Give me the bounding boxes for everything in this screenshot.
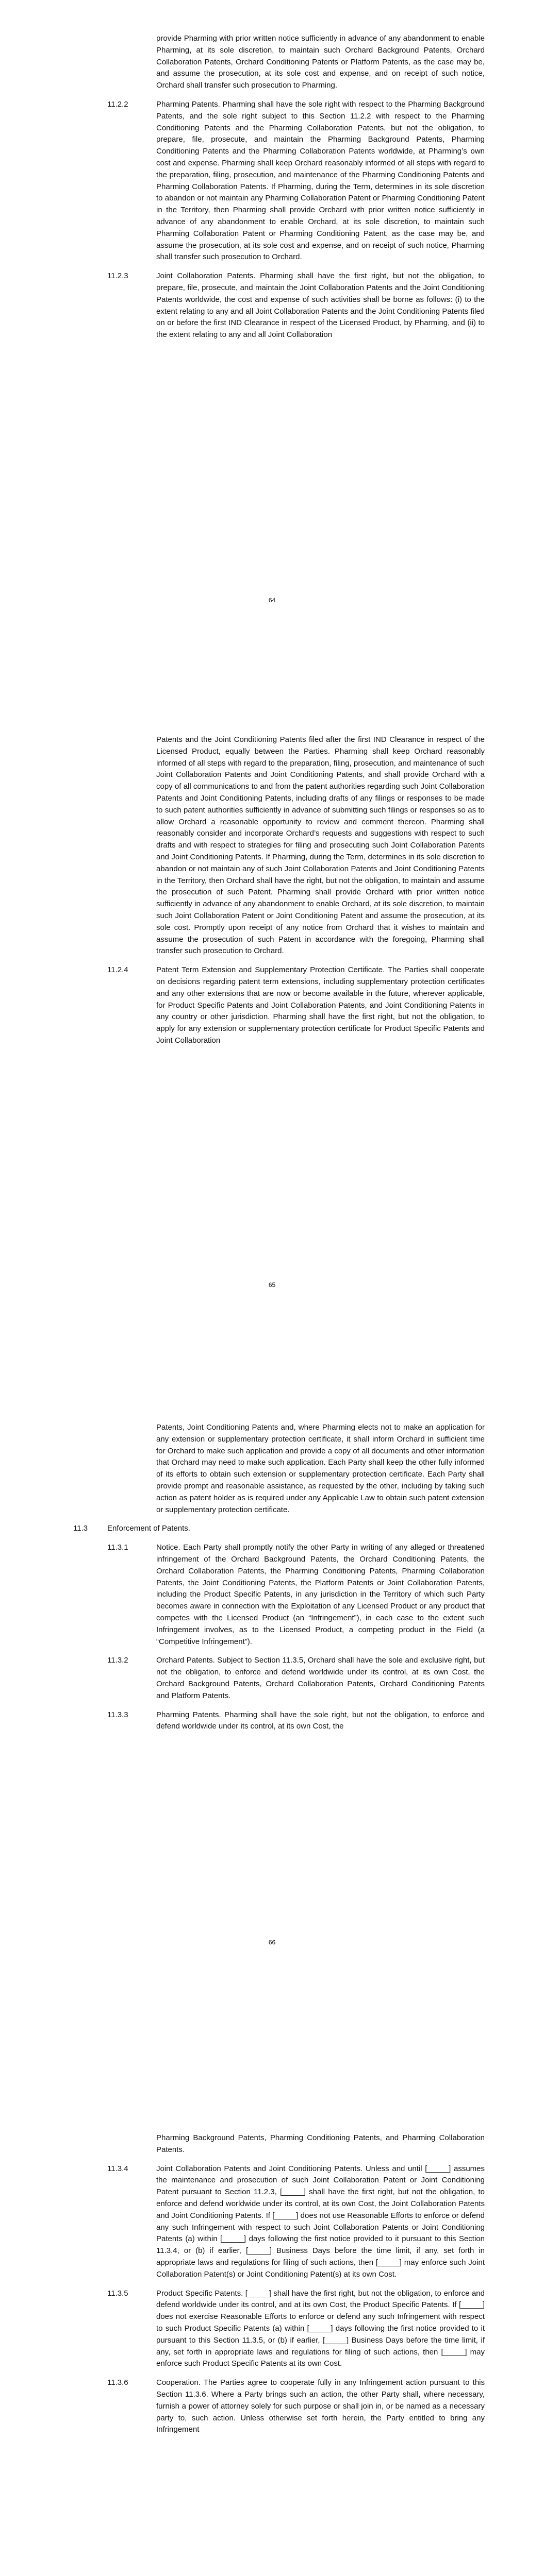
section-11-3-heading xyxy=(0,1523,544,1535)
document-page xyxy=(0,2110,544,2576)
page-number: 66 xyxy=(268,1939,276,1946)
subsection-number: 11.3.3 xyxy=(107,1710,128,1719)
subsection-number: 11.2.2 xyxy=(107,99,128,109)
paragraph-text: Pharming Patents. Pharming shall have the sole right with respect to the Pharming Background Patents, and the sole right subject to this Section 11.2.2 with respect to the Pharming Conditioning Patents and the Pharming Collaboration Patents, but not the obligation, to prepare, file, prosecute, and maintain the Pharming Background Patents, Pharming Conditioning Patents and the Pharming Collaboration Patents worldwide, at Pharming’s own cost and expense. Pharming shall keep Orchard reasonably informed of all steps with regard to the preparation, filing, prosecution, and maintenance of the Pharming Conditioning Patents and Pharming Collaboration Patents. If Pharming, during the Term, determines in its sole discretion to abandon or not maintain any Pharming Collaboration Patent or Pharming Conditioning Patent in the Territory, then Pharming shall provide Orchard with prior written notice sufficiently in advance of any abandonment to enable Orchard, at its sole discretion, to maintain such Pharming Collaboration Patent or Pharming Conditioning Patent, as the case may be, and assume the prosecution, at its sole cost and expense, and on receipt of such notice, Pharming shall transfer such prosecution to Orchard. xyxy=(156,99,485,262)
paragraph-text: Joint Collaboration Patents. Pharming shall have the first right, but not the obligation, to prepare, file, prosecute, and maintain the Joint Collaboration Patents and the Joint Conditioning Patents worldwide, the cost and expense of such activities shall be borne as follows: (i) to the extent relating to any and all Joint Collaboration Patents and the Joint Conditioning Patents filed on or before the first IND Clearance in respect of the Licensed Product, by Pharming, and (ii) to the extent relating to any and all Joint Collaboration xyxy=(156,272,485,340)
paragraph-continuation xyxy=(0,2132,544,2156)
paragraph-text: Notice. Each Party shall promptly notify the other Party in writing of any alleged or threatened infringement of the Orchard Background Patents, the Orchard Conditioning Patents, the Orchard Collaboration Patents, the Pharming Conditioning Patents, Pharming Collaboration Patents, the Joint Conditioning Patents, the Platform Patents or Joint Collaboration Patents, including the Product Specific Patents, in any jurisdiction in the Territory of which such Party becomes aware in connection with the Exploitation of any Licensed Product or any product that competes with the Licensed Product (an “Infringement”), in each case to the extent such Infringement involves, as to the Licensed Product, a competing product in the Field (a “Competitive Infringement”). xyxy=(156,1543,485,1646)
subsection-number: 11.3.6 xyxy=(107,2378,128,2387)
paragraph-text: Orchard Patents. Subject to Section 11.3.5, Orchard shall have the sole and exclusive right, but not the obligation, to enforce and defend worldwide under its control, at its own Cost, the Orchard Background Patents, Orchard Collaboration Patents, Orchard Conditioning Patents and Platform Patents. xyxy=(156,1656,485,1700)
subsection-11-2-3 xyxy=(0,270,544,341)
subsection-11-3-6 xyxy=(0,2377,544,2436)
page-number: 65 xyxy=(268,1281,276,1289)
subsection-11-3-2 xyxy=(0,1655,544,1702)
paragraph-text: Joint Collaboration Patents and Joint Conditioning Patents. Unless and until [_____] assumes the maintenance and prosecution of such Joint Collaboration Patent or Joint Conditioning Patent pursuant to Section 11.2.3, [_____] shall have the first right, but not the obligation, to enforce and defend worldwide under its control, at its own Cost, the Joint Collaboration Patents and Joint Conditioning Patents. If [_____] does not use Reasonable Efforts to enforce or defend any such Infringement with respect to such Joint Collaboration Patents or Joint Conditioning Patents (a) within [_____] days following the first notice provided to it pursuant to this Section 11.3.4, or (b) if earlier, [_____] Business Days before the time limit, if any, set forth in appropriate laws and regulations for filing of such actions, then [_____] may enforce such Joint Collaboration Patent(s) or Joint Conditioning Patent(s) at its own Cost. xyxy=(156,2164,485,2279)
page-body xyxy=(0,1422,544,1733)
page-number: 64 xyxy=(268,597,276,604)
paragraph-text: Product Specific Patents. [_____] shall have the first right, but not the obligation, to enforce and defend worldwide under its control, and at its own Cost, the Product Specific Patents. If [_____] does not exercise Reasonable Efforts to enforce or defend any such Infringement with respect to such Product Specific Patents (a) within [_____] days following the first notice provided to it pursuant to this Section 11.3.5, or (b) if earlier, [_____] Business Days before the time limit, if any, set forth in appropriate laws and regulations for filing of such actions, then [_____] may enforce such Product Specific Patents at its own Cost. xyxy=(156,2289,485,2368)
paragraph-continuation xyxy=(0,734,544,957)
subsection-number: 11.3.4 xyxy=(107,2164,128,2173)
paragraph-text: Patents, Joint Conditioning Patents and, where Pharming elects not to make an application for any extension or supplementary protection certificate, it shall inform Orchard in sufficient time for Orchard to make such application and provide a copy of all documents and other information that Orchard may need to make such application. Each Party shall keep the other fully informed of its efforts to obtain such extension or supplementary protection certificate. Each Party shall provide prompt and reasonable assistance, as requested by the other, including by taking such action as patent holder as is required under any Applicable Law to obtain such patent extension or supplementary protection certificate. xyxy=(156,1423,485,1514)
subsection-number: 11.2.3 xyxy=(107,272,128,281)
paragraph-continuation xyxy=(0,33,544,92)
subsection-11-2-2 xyxy=(0,99,544,263)
page-body xyxy=(0,33,544,341)
subsection-number: 11.2.4 xyxy=(107,965,128,975)
document-page xyxy=(0,0,544,703)
document-page xyxy=(0,703,544,1406)
paragraph-text: provide Pharming with prior written notice sufficiently in advance of any abandonment to enable Pharming, at its sole discretion, to maintain such Orchard Background Patents, Orchard Collaboration Patents, Orchard Conditioning Patents or Platform Patents, as the case may be, and assume the prosecution, at its sole cost and expense, and on receipt of such notice, Orchard shall transfer such prosecution to Pharming. xyxy=(156,34,485,90)
paragraph-continuation xyxy=(0,1422,544,1516)
subsection-11-3-1 xyxy=(0,1542,544,1648)
subsection-number: 11.3.1 xyxy=(107,1543,128,1552)
subsection-11-3-3 xyxy=(0,1709,544,1733)
subsection-11-2-4 xyxy=(0,964,544,1047)
document-page xyxy=(0,1406,544,2110)
section-number: 11.3 xyxy=(73,1524,88,1533)
paragraph-text: Pharming Patents. Pharming shall have the sole right, but not the obligation, to enforce and defend worldwide under its control, at its own Cost, the xyxy=(156,1710,485,1731)
subsection-11-3-4 xyxy=(0,2163,544,2281)
paragraph-text: Patent Term Extension and Supplementary Protection Certificate. The Parties shall cooperate on decisions regarding patent term extensions, including supplementary protection certificates and any other extensions that are now or become available in the future, wherever applicable, for Product Specific Patents and Joint Collaboration Patents, and Joint Conditioning Patents in any country or other jurisdiction. Pharming shall have the first right, but not the obligation, to apply for any extension or supplementary protection certificate for Product Specific Patents and Joint Collaboration xyxy=(156,965,485,1045)
paragraph-text: Cooperation. The Parties agree to cooperate fully in any Infringement action pursuant to this Section 11.3.6. Where a Party brings such an action, the other Party shall, where necessary, furnish a power of attorney solely for such purpose or shall join in, or be named as a necessary party to, such action. Unless otherwise set forth herein, the Party entitled to bring any Infringement xyxy=(156,2378,485,2434)
subsection-11-3-5 xyxy=(0,2288,544,2370)
subsection-number: 11.3.5 xyxy=(107,2289,128,2298)
section-heading: Enforcement of Patents. xyxy=(107,1524,190,1533)
paragraph-text: Patents and the Joint Conditioning Patents filed after the first IND Clearance in respect of the Licensed Product, equally between the Parties. Pharming shall keep Orchard reasonably informed of all steps with regard to the preparation, filing, prosecution, and maintenance of such Joint Collaboration Patents and Joint Conditioning Patents, and shall provide Orchard with a copy of all communications to and from the patent authorities regarding such Joint Collaboration Patents and Joint Conditioning Patents, including drafts of any filings or responses to be made to such patent authorities sufficiently in advance of submitting such filings or responses so as to allow Orchard a reasonable opportunity to review and comment thereon. Pharming shall reasonably consider and incorporate Orchard’s requests and suggestions with respect to such drafts and with respect to strategies for filing and prosecuting such Joint Collaboration Patents and Joint Conditioning Patents. If Pharming, during the Term, determines in its sole discretion to abandon or not maintain any of such Joint Collaboration Patents and Joint Conditioning Patents in the Territory, then Orchard shall have the right, but not the obligation, to maintain and assume the prosecution of such Patent. Pharming shall provide Orchard with prior written notice sufficiently in advance of any abandonment to enable Orchard, at its sole discretion, to maintain such Joint Collaboration Patent or Joint Conditioning Patent and assume the prosecution, at its sole cost. Promptly upon receipt of any notice from Orchard that it wishes to maintain and assume the prosecution of such Patent in accordance with the foregoing, Pharming shall transfer such prosecution to Orchard. xyxy=(156,735,485,956)
subsection-number: 11.3.2 xyxy=(107,1656,128,1665)
paragraph-text: Pharming Background Patents, Pharming Conditioning Patents, and Pharming Collaboration Patents. xyxy=(156,2133,485,2154)
page-body xyxy=(0,2132,544,2436)
page-body xyxy=(0,734,544,1047)
